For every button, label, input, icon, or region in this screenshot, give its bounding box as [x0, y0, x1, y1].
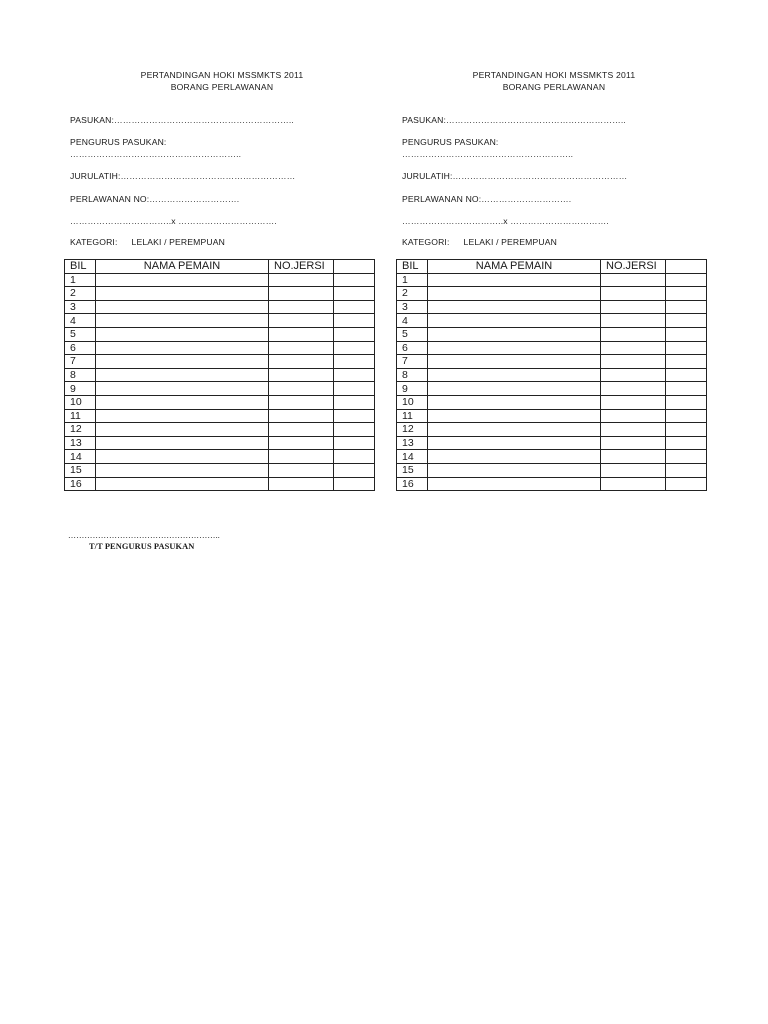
row-number: 3: [65, 300, 96, 314]
jersey-number-cell[interactable]: [601, 436, 666, 450]
extra-cell[interactable]: [666, 327, 707, 341]
player-name-cell[interactable]: [428, 409, 601, 423]
player-table: [64, 259, 375, 491]
row-number: 4: [397, 314, 428, 328]
player-name-cell[interactable]: [96, 436, 269, 450]
row-number: 1: [65, 273, 96, 287]
jersey-number-cell[interactable]: [601, 395, 666, 409]
extra-cell[interactable]: [334, 423, 375, 437]
kategori-row: [70, 237, 225, 248]
table-row: [397, 395, 707, 409]
table-row: [397, 463, 707, 477]
extra-cell[interactable]: [334, 368, 375, 382]
extra-cell[interactable]: [334, 450, 375, 464]
table-row: [65, 368, 375, 382]
table-row: [397, 300, 707, 314]
player-name-cell[interactable]: [428, 314, 601, 328]
player-table: [396, 259, 707, 491]
jersey-number-cell[interactable]: [601, 450, 666, 464]
kategori-value[interactable]: LELAKI / PEREMPUAN: [131, 237, 225, 247]
table-row: [65, 300, 375, 314]
jersey-number-cell[interactable]: [601, 368, 666, 382]
extra-cell[interactable]: [334, 314, 375, 328]
row-number: 8: [397, 368, 428, 382]
player-name-cell[interactable]: [428, 450, 601, 464]
extra-cell[interactable]: [334, 409, 375, 423]
player-name-cell[interactable]: [96, 423, 269, 437]
table-row: [65, 273, 375, 287]
table-header-row: [397, 260, 707, 274]
extra-cell[interactable]: [666, 273, 707, 287]
kategori-row: [402, 237, 557, 248]
row-number: 13: [65, 436, 96, 450]
versus-field[interactable]: ……………………………..x …………………………….: [402, 216, 609, 226]
table-row: [65, 382, 375, 396]
row-number: 11: [397, 409, 428, 423]
player-name-cell[interactable]: [428, 477, 601, 491]
player-name-cell[interactable]: [428, 287, 601, 301]
table-row: [65, 477, 375, 491]
table-row: [65, 395, 375, 409]
extra-cell[interactable]: [666, 300, 707, 314]
jersey-number-cell[interactable]: [269, 273, 334, 287]
jersey-number-cell[interactable]: [269, 477, 334, 491]
player-name-cell[interactable]: [96, 287, 269, 301]
jersey-number-cell[interactable]: [269, 409, 334, 423]
player-name-cell[interactable]: [96, 314, 269, 328]
player-name-cell[interactable]: [96, 395, 269, 409]
header-no-jersi: NO.JERSI: [601, 260, 666, 274]
header-nama-pemain: NAMA PEMAIN: [428, 260, 601, 274]
row-number: 4: [65, 314, 96, 328]
row-number: 16: [397, 477, 428, 491]
match-form-left: [64, 69, 374, 490]
extra-cell[interactable]: [666, 477, 707, 491]
extra-cell[interactable]: [334, 436, 375, 450]
jersey-number-cell[interactable]: [601, 327, 666, 341]
extra-cell[interactable]: [666, 341, 707, 355]
row-number: 10: [65, 395, 96, 409]
extra-cell[interactable]: [666, 395, 707, 409]
table-row: [65, 327, 375, 341]
form-subtitle: BORANG PERLAWANAN: [502, 82, 606, 92]
player-name-cell[interactable]: [428, 382, 601, 396]
extra-cell[interactable]: [334, 477, 375, 491]
extra-cell[interactable]: [666, 463, 707, 477]
player-name-cell[interactable]: [96, 273, 269, 287]
row-number: 7: [397, 355, 428, 369]
extra-cell[interactable]: [334, 287, 375, 301]
jersey-number-cell[interactable]: [269, 463, 334, 477]
jersey-number-cell[interactable]: [269, 382, 334, 396]
perlawanan-no-field[interactable]: PERLAWANAN NO:………………………….: [70, 194, 240, 204]
table-row: [65, 341, 375, 355]
extra-cell[interactable]: [666, 287, 707, 301]
extra-cell[interactable]: [666, 409, 707, 423]
row-number: 1: [397, 273, 428, 287]
jersey-number-cell[interactable]: [601, 463, 666, 477]
header-no-jersi: NO.JERSI: [269, 260, 334, 274]
player-name-cell[interactable]: [96, 300, 269, 314]
jurulatih-field[interactable]: JURULATIH:……………………………………………………: [70, 171, 296, 181]
row-number: 6: [397, 341, 428, 355]
form-title: PERTANDINGAN HOKI MSSMKTS 2011: [472, 70, 636, 80]
extra-cell[interactable]: [334, 382, 375, 396]
row-number: 14: [65, 450, 96, 464]
signature-line[interactable]: ………………………………………………..: [68, 531, 220, 540]
row-number: 9: [397, 382, 428, 396]
row-number: 16: [65, 477, 96, 491]
jersey-number-cell[interactable]: [269, 355, 334, 369]
player-name-cell[interactable]: [428, 423, 601, 437]
table-row: [397, 314, 707, 328]
kategori-label: KATEGORI:: [70, 237, 118, 247]
player-name-cell[interactable]: [96, 327, 269, 341]
player-name-cell[interactable]: [428, 436, 601, 450]
player-name-cell[interactable]: [428, 273, 601, 287]
player-name-cell[interactable]: [96, 355, 269, 369]
jersey-number-cell[interactable]: [601, 423, 666, 437]
row-number: 10: [397, 395, 428, 409]
player-name-cell[interactable]: [96, 368, 269, 382]
jersey-number-cell[interactable]: [269, 287, 334, 301]
table-row: [397, 450, 707, 464]
extra-cell[interactable]: [666, 450, 707, 464]
table-row: [65, 355, 375, 369]
extra-cell[interactable]: [334, 355, 375, 369]
jersey-number-cell[interactable]: [269, 341, 334, 355]
row-number: 14: [397, 450, 428, 464]
table-row: [397, 368, 707, 382]
table-header-row: [65, 260, 375, 274]
jersey-number-cell[interactable]: [601, 409, 666, 423]
row-number: 13: [397, 436, 428, 450]
jersey-number-cell[interactable]: [601, 341, 666, 355]
table-row: [65, 287, 375, 301]
jersey-number-cell[interactable]: [601, 287, 666, 301]
extra-cell[interactable]: [666, 436, 707, 450]
row-number: 15: [397, 463, 428, 477]
row-number: 6: [65, 341, 96, 355]
match-form-right: [396, 69, 706, 490]
jersey-number-cell[interactable]: [269, 314, 334, 328]
pengurus-label: PENGURUS PASUKAN:: [402, 137, 499, 147]
row-number: 2: [397, 287, 428, 301]
table-row: [397, 287, 707, 301]
player-name-cell[interactable]: [96, 341, 269, 355]
header-nama-pemain: NAMA PEMAIN: [96, 260, 269, 274]
pengurus-field[interactable]: …………………………………………………..: [70, 149, 242, 159]
extra-cell[interactable]: [334, 395, 375, 409]
player-name-cell[interactable]: [428, 327, 601, 341]
jersey-number-cell[interactable]: [601, 382, 666, 396]
table-row: [397, 423, 707, 437]
player-name-cell[interactable]: [428, 300, 601, 314]
jersey-number-cell[interactable]: [269, 450, 334, 464]
jersey-number-cell[interactable]: [269, 423, 334, 437]
player-name-cell[interactable]: [428, 463, 601, 477]
jersey-number-cell[interactable]: [269, 327, 334, 341]
kategori-value[interactable]: LELAKI / PEREMPUAN: [463, 237, 557, 247]
table-row: [397, 382, 707, 396]
kategori-label: KATEGORI:: [402, 237, 450, 247]
table-row: [397, 477, 707, 491]
header-extra: [666, 260, 707, 274]
table-row: [397, 409, 707, 423]
table-row: [65, 463, 375, 477]
jersey-number-cell[interactable]: [601, 314, 666, 328]
signature-label: T/T PENGURUS PASUKAN: [89, 542, 195, 551]
header-bil: BIL: [65, 260, 96, 274]
jersey-number-cell[interactable]: [601, 300, 666, 314]
player-name-cell[interactable]: [96, 450, 269, 464]
row-number: 12: [65, 423, 96, 437]
extra-cell[interactable]: [334, 273, 375, 287]
row-number: 12: [397, 423, 428, 437]
table-row: [65, 423, 375, 437]
player-name-cell[interactable]: [428, 395, 601, 409]
header-extra: [334, 260, 375, 274]
extra-cell[interactable]: [334, 327, 375, 341]
jersey-number-cell[interactable]: [269, 368, 334, 382]
jersey-number-cell[interactable]: [601, 355, 666, 369]
jersey-number-cell[interactable]: [269, 395, 334, 409]
signature-block: [68, 531, 220, 553]
row-number: 11: [65, 409, 96, 423]
row-number: 3: [397, 300, 428, 314]
player-name-cell[interactable]: [428, 368, 601, 382]
player-name-cell[interactable]: [96, 463, 269, 477]
extra-cell[interactable]: [666, 368, 707, 382]
row-number: 8: [65, 368, 96, 382]
row-number: 5: [397, 327, 428, 341]
extra-cell[interactable]: [334, 341, 375, 355]
versus-field[interactable]: ……………………………..x …………………………….: [70, 216, 277, 226]
player-name-cell[interactable]: [96, 382, 269, 396]
table-row: [397, 341, 707, 355]
jersey-number-cell[interactable]: [601, 477, 666, 491]
table-row: [65, 436, 375, 450]
pengurus-label: PENGURUS PASUKAN:: [70, 137, 167, 147]
perlawanan-no-field[interactable]: PERLAWANAN NO:………………………….: [402, 194, 572, 204]
table-row: [397, 436, 707, 450]
extra-cell[interactable]: [334, 463, 375, 477]
player-name-cell[interactable]: [96, 477, 269, 491]
extra-cell[interactable]: [666, 423, 707, 437]
pasukan-field[interactable]: PASUKAN:……………………………………………………..: [402, 115, 626, 125]
jersey-number-cell[interactable]: [601, 273, 666, 287]
pasukan-field[interactable]: PASUKAN:……………………………………………………..: [70, 115, 294, 125]
table-row: [397, 355, 707, 369]
row-number: 15: [65, 463, 96, 477]
extra-cell[interactable]: [666, 355, 707, 369]
header-bil: BIL: [397, 260, 428, 274]
player-name-cell[interactable]: [428, 355, 601, 369]
extra-cell[interactable]: [666, 382, 707, 396]
jersey-number-cell[interactable]: [269, 300, 334, 314]
table-row: [65, 314, 375, 328]
extra-cell[interactable]: [666, 314, 707, 328]
table-row: [65, 409, 375, 423]
jurulatih-field[interactable]: JURULATIH:……………………………………………………: [402, 171, 628, 181]
row-number: 7: [65, 355, 96, 369]
player-name-cell[interactable]: [96, 409, 269, 423]
table-row: [65, 450, 375, 464]
form-title: PERTANDINGAN HOKI MSSMKTS 2011: [140, 70, 304, 80]
extra-cell[interactable]: [334, 300, 375, 314]
player-name-cell[interactable]: [428, 341, 601, 355]
table-row: [397, 273, 707, 287]
row-number: 9: [65, 382, 96, 396]
form-subtitle: BORANG PERLAWANAN: [170, 82, 274, 92]
row-number: 5: [65, 327, 96, 341]
row-number: 2: [65, 287, 96, 301]
pengurus-field[interactable]: …………………………………………………..: [402, 149, 574, 159]
table-row: [397, 327, 707, 341]
jersey-number-cell[interactable]: [269, 436, 334, 450]
